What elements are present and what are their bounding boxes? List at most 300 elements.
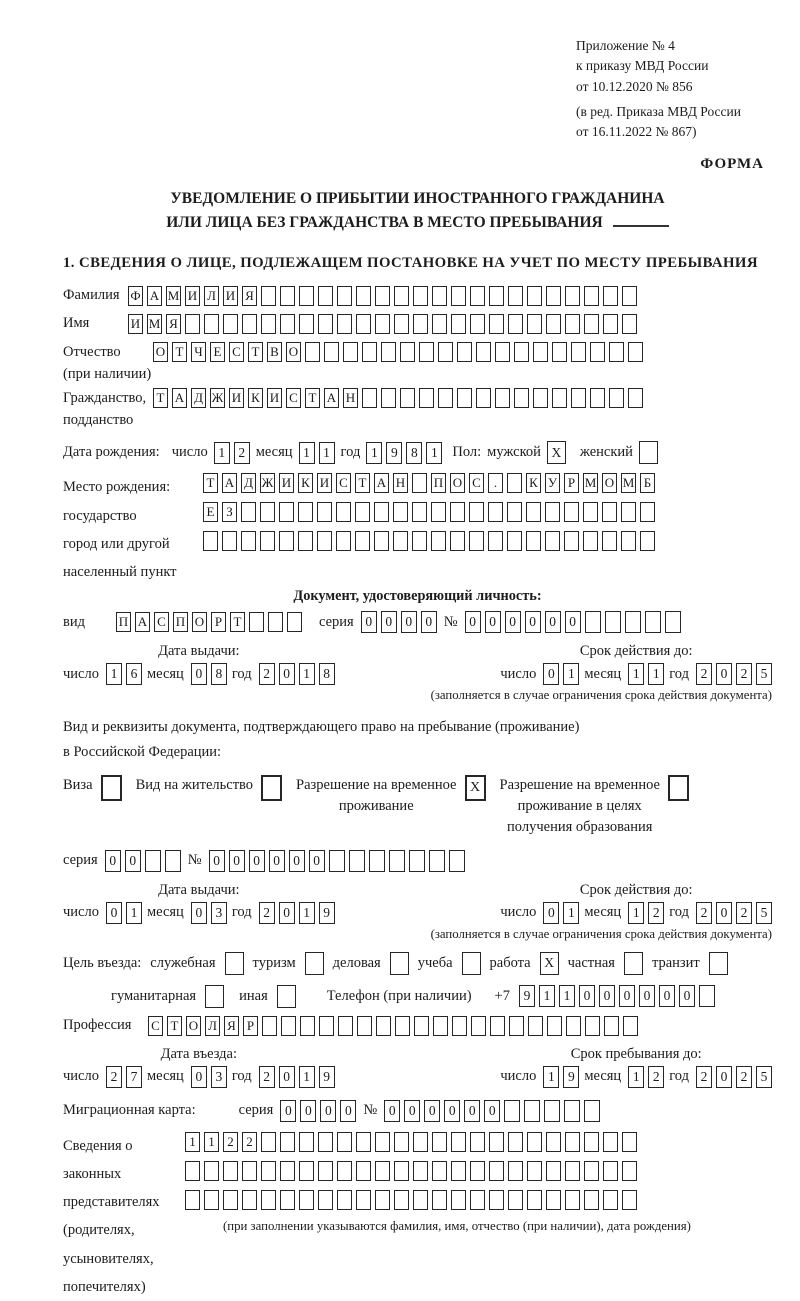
char-box[interactable] — [260, 531, 275, 551]
char-box[interactable]: 1 — [628, 902, 644, 924]
char-box[interactable] — [489, 1190, 504, 1210]
char-box[interactable]: С — [286, 388, 301, 408]
char-box[interactable]: 2 — [648, 1066, 664, 1088]
char-box[interactable] — [603, 286, 618, 306]
char-box[interactable]: О — [450, 473, 465, 493]
char-box[interactable]: 1 — [299, 442, 315, 464]
char-box[interactable] — [279, 502, 294, 522]
char-box[interactable]: М — [621, 473, 636, 493]
char-box[interactable]: 0 — [125, 850, 141, 872]
char-box[interactable]: Т — [167, 1016, 182, 1036]
char-box[interactable]: М — [166, 286, 181, 306]
char-box[interactable] — [451, 1161, 466, 1181]
char-box[interactable] — [374, 531, 389, 551]
char-box[interactable]: А — [147, 286, 162, 306]
sex-male-checkbox[interactable]: X — [547, 441, 566, 464]
char-box[interactable]: 0 — [525, 611, 541, 633]
char-box[interactable]: 0 — [279, 902, 295, 924]
char-box[interactable] — [495, 342, 510, 362]
char-box[interactable] — [242, 314, 257, 334]
char-box[interactable]: 0 — [191, 1066, 207, 1088]
char-box[interactable] — [381, 342, 396, 362]
char-box[interactable]: 5 — [756, 1066, 772, 1088]
char-box[interactable]: Н — [343, 388, 358, 408]
char-box[interactable] — [527, 314, 542, 334]
char-box[interactable] — [223, 314, 238, 334]
char-box[interactable]: 9 — [319, 1066, 335, 1088]
char-box[interactable]: Д — [191, 388, 206, 408]
char-box[interactable] — [583, 531, 598, 551]
char-box[interactable]: К — [298, 473, 313, 493]
char-box[interactable] — [438, 342, 453, 362]
char-box[interactable] — [489, 1132, 504, 1152]
char-box[interactable] — [623, 1016, 638, 1036]
char-box[interactable] — [565, 1132, 580, 1152]
char-box[interactable]: Т — [172, 342, 187, 362]
char-box[interactable]: Т — [248, 342, 263, 362]
char-box[interactable] — [242, 1161, 257, 1181]
char-box[interactable]: 1 — [366, 442, 382, 464]
char-box[interactable]: Е — [210, 342, 225, 362]
char-box[interactable] — [514, 342, 529, 362]
char-box[interactable] — [287, 612, 302, 632]
char-box[interactable] — [585, 611, 601, 633]
char-box[interactable] — [165, 850, 181, 872]
char-box[interactable] — [356, 314, 371, 334]
char-box[interactable]: 1 — [543, 1066, 559, 1088]
char-box[interactable]: 0 — [485, 611, 501, 633]
char-box[interactable] — [546, 1190, 561, 1210]
char-box[interactable] — [564, 531, 579, 551]
char-box[interactable] — [552, 342, 567, 362]
char-box[interactable] — [429, 850, 445, 872]
char-box[interactable] — [204, 1161, 219, 1181]
char-box[interactable]: 1 — [319, 442, 335, 464]
char-box[interactable]: 0 — [191, 902, 207, 924]
char-box[interactable] — [508, 314, 523, 334]
char-box[interactable]: 0 — [249, 850, 265, 872]
purpose-rabota-checkbox[interactable]: X — [540, 952, 559, 975]
temporary-residence-checkbox[interactable]: X — [465, 775, 486, 801]
char-box[interactable] — [419, 342, 434, 362]
char-box[interactable]: 0 — [545, 611, 561, 633]
char-box[interactable] — [457, 342, 472, 362]
char-box[interactable]: 0 — [421, 611, 437, 633]
char-box[interactable]: Я — [242, 286, 257, 306]
char-box[interactable] — [299, 1190, 314, 1210]
char-box[interactable] — [394, 314, 409, 334]
char-box[interactable]: 0 — [229, 850, 245, 872]
char-box[interactable]: 2 — [696, 1066, 712, 1088]
char-box[interactable]: 0 — [464, 1100, 480, 1122]
char-box[interactable] — [299, 314, 314, 334]
char-box[interactable] — [299, 1132, 314, 1152]
char-box[interactable]: 0 — [309, 850, 325, 872]
char-box[interactable]: Н — [393, 473, 408, 493]
char-box[interactable]: К — [526, 473, 541, 493]
char-box[interactable]: 1 — [299, 1066, 315, 1088]
char-box[interactable]: П — [116, 612, 131, 632]
char-box[interactable] — [514, 388, 529, 408]
char-box[interactable] — [603, 314, 618, 334]
char-box[interactable] — [469, 502, 484, 522]
char-box[interactable] — [457, 388, 472, 408]
temporary-residence-education-checkbox[interactable] — [668, 775, 689, 801]
char-box[interactable] — [449, 850, 465, 872]
char-box[interactable] — [489, 314, 504, 334]
char-box[interactable]: 0 — [716, 663, 732, 685]
char-box[interactable] — [409, 850, 425, 872]
char-box[interactable] — [376, 1016, 391, 1036]
char-box[interactable]: И — [317, 473, 332, 493]
char-box[interactable] — [432, 314, 447, 334]
char-box[interactable]: 9 — [319, 902, 335, 924]
char-box[interactable] — [640, 531, 655, 551]
char-box[interactable] — [603, 1190, 618, 1210]
char-box[interactable] — [241, 502, 256, 522]
char-box[interactable] — [369, 850, 385, 872]
char-box[interactable]: Ф — [128, 286, 143, 306]
char-box[interactable] — [356, 1132, 371, 1152]
char-box[interactable]: 2 — [223, 1132, 238, 1152]
char-box[interactable]: 0 — [340, 1100, 356, 1122]
char-box[interactable] — [355, 502, 370, 522]
char-box[interactable] — [298, 502, 313, 522]
char-box[interactable] — [552, 388, 567, 408]
char-box[interactable]: 2 — [259, 663, 275, 685]
char-box[interactable] — [375, 314, 390, 334]
char-box[interactable]: Л — [204, 286, 219, 306]
char-box[interactable]: 5 — [756, 902, 772, 924]
char-box[interactable] — [185, 1190, 200, 1210]
char-box[interactable]: С — [154, 612, 169, 632]
char-box[interactable] — [413, 314, 428, 334]
char-box[interactable] — [488, 531, 503, 551]
char-box[interactable] — [604, 1016, 619, 1036]
char-box[interactable] — [585, 1016, 600, 1036]
char-box[interactable]: 0 — [404, 1100, 420, 1122]
char-box[interactable] — [343, 342, 358, 362]
char-box[interactable]: 1 — [563, 902, 579, 924]
char-box[interactable] — [375, 286, 390, 306]
char-box[interactable] — [338, 1016, 353, 1036]
char-box[interactable] — [584, 314, 599, 334]
char-box[interactable]: . — [488, 473, 503, 493]
char-box[interactable] — [584, 1190, 599, 1210]
purpose-ucheba-checkbox[interactable] — [462, 952, 481, 975]
char-box[interactable] — [145, 850, 161, 872]
char-box[interactable] — [280, 1190, 295, 1210]
char-box[interactable] — [565, 1161, 580, 1181]
char-box[interactable]: М — [147, 314, 162, 334]
char-box[interactable]: 0 — [279, 663, 295, 685]
char-box[interactable] — [185, 1161, 200, 1181]
char-box[interactable]: У — [545, 473, 560, 493]
char-box[interactable] — [665, 611, 681, 633]
char-box[interactable] — [590, 342, 605, 362]
char-box[interactable]: 1 — [204, 1132, 219, 1152]
char-box[interactable] — [299, 1161, 314, 1181]
char-box[interactable] — [393, 531, 408, 551]
char-box[interactable] — [628, 342, 643, 362]
purpose-chastnaya-checkbox[interactable] — [624, 952, 643, 975]
char-box[interactable]: 2 — [696, 663, 712, 685]
char-box[interactable] — [414, 1016, 429, 1036]
char-box[interactable] — [336, 502, 351, 522]
char-box[interactable]: И — [279, 473, 294, 493]
char-box[interactable] — [280, 1132, 295, 1152]
char-box[interactable] — [432, 1161, 447, 1181]
purpose-turizm-checkbox[interactable] — [305, 952, 324, 975]
char-box[interactable] — [375, 1190, 390, 1210]
char-box[interactable]: 1 — [126, 902, 142, 924]
char-box[interactable]: Т — [230, 612, 245, 632]
char-box[interactable]: 1 — [648, 663, 664, 685]
char-box[interactable] — [357, 1016, 372, 1036]
char-box[interactable] — [412, 473, 427, 493]
char-box[interactable]: 2 — [259, 902, 275, 924]
char-box[interactable] — [337, 314, 352, 334]
char-box[interactable] — [564, 502, 579, 522]
char-box[interactable] — [261, 314, 276, 334]
char-box[interactable]: 0 — [444, 1100, 460, 1122]
char-box[interactable]: 9 — [563, 1066, 579, 1088]
char-box[interactable]: Ж — [210, 388, 225, 408]
purpose-tranzit-checkbox[interactable] — [709, 952, 728, 975]
char-box[interactable] — [546, 314, 561, 334]
char-box[interactable]: Т — [305, 388, 320, 408]
char-box[interactable]: 0 — [280, 1100, 296, 1122]
char-box[interactable] — [546, 286, 561, 306]
char-box[interactable] — [545, 502, 560, 522]
char-box[interactable] — [261, 1190, 276, 1210]
char-box[interactable] — [374, 502, 389, 522]
char-box[interactable] — [628, 388, 643, 408]
char-box[interactable] — [509, 1016, 524, 1036]
char-box[interactable] — [527, 1161, 542, 1181]
char-box[interactable] — [565, 1190, 580, 1210]
char-box[interactable] — [622, 286, 637, 306]
char-box[interactable]: М — [583, 473, 598, 493]
char-box[interactable] — [451, 1190, 466, 1210]
char-box[interactable] — [470, 1132, 485, 1152]
char-box[interactable] — [565, 314, 580, 334]
char-box[interactable]: 8 — [406, 442, 422, 464]
char-box[interactable] — [527, 286, 542, 306]
char-box[interactable] — [504, 1100, 520, 1122]
char-box[interactable] — [185, 314, 200, 334]
char-box[interactable] — [305, 342, 320, 362]
char-box[interactable] — [280, 1161, 295, 1181]
char-box[interactable] — [603, 1161, 618, 1181]
purpose-delovaya-checkbox[interactable] — [390, 952, 409, 975]
char-box[interactable]: 0 — [579, 985, 595, 1007]
char-box[interactable] — [547, 1016, 562, 1036]
char-box[interactable] — [490, 1016, 505, 1036]
char-box[interactable]: 0 — [209, 850, 225, 872]
char-box[interactable] — [602, 531, 617, 551]
char-box[interactable]: И — [229, 388, 244, 408]
char-box[interactable] — [564, 1100, 580, 1122]
char-box[interactable] — [261, 286, 276, 306]
char-box[interactable] — [528, 1016, 543, 1036]
char-box[interactable]: 8 — [211, 663, 227, 685]
char-box[interactable] — [450, 531, 465, 551]
char-box[interactable] — [223, 1161, 238, 1181]
char-box[interactable]: Т — [153, 388, 168, 408]
char-box[interactable] — [565, 286, 580, 306]
char-box[interactable]: 7 — [126, 1066, 142, 1088]
char-box[interactable]: 1 — [628, 1066, 644, 1088]
char-box[interactable] — [375, 1132, 390, 1152]
char-box[interactable] — [222, 531, 237, 551]
char-box[interactable] — [262, 1016, 277, 1036]
char-box[interactable] — [489, 1161, 504, 1181]
char-box[interactable] — [609, 342, 624, 362]
char-box[interactable] — [433, 1016, 448, 1036]
char-box[interactable] — [317, 502, 332, 522]
char-box[interactable] — [476, 342, 491, 362]
char-box[interactable] — [318, 1132, 333, 1152]
char-box[interactable] — [640, 502, 655, 522]
char-box[interactable]: И — [185, 286, 200, 306]
char-box[interactable] — [375, 1161, 390, 1181]
char-box[interactable]: 1 — [106, 663, 122, 685]
char-box[interactable]: 0 — [384, 1100, 400, 1122]
char-box[interactable]: 0 — [565, 611, 581, 633]
char-box[interactable]: Р — [243, 1016, 258, 1036]
char-box[interactable] — [336, 531, 351, 551]
sex-female-checkbox[interactable] — [639, 441, 658, 464]
char-box[interactable] — [337, 286, 352, 306]
char-box[interactable] — [261, 1161, 276, 1181]
char-box[interactable] — [318, 1190, 333, 1210]
char-box[interactable] — [584, 286, 599, 306]
char-box[interactable] — [571, 388, 586, 408]
char-box[interactable] — [413, 1132, 428, 1152]
char-box[interactable]: И — [223, 286, 238, 306]
char-box[interactable] — [261, 1132, 276, 1152]
char-box[interactable] — [318, 286, 333, 306]
char-box[interactable] — [602, 502, 617, 522]
char-box[interactable]: Ж — [260, 473, 275, 493]
char-box[interactable] — [524, 1100, 540, 1122]
char-box[interactable]: 0 — [679, 985, 695, 1007]
char-box[interactable] — [488, 502, 503, 522]
char-box[interactable] — [394, 1132, 409, 1152]
char-box[interactable] — [545, 531, 560, 551]
char-box[interactable] — [470, 314, 485, 334]
char-box[interactable]: 0 — [716, 902, 732, 924]
char-box[interactable]: Ч — [191, 342, 206, 362]
char-box[interactable] — [584, 1132, 599, 1152]
char-box[interactable]: 2 — [259, 1066, 275, 1088]
char-box[interactable] — [324, 342, 339, 362]
char-box[interactable] — [400, 388, 415, 408]
char-box[interactable] — [584, 1100, 600, 1122]
char-box[interactable]: 1 — [628, 663, 644, 685]
char-box[interactable] — [431, 502, 446, 522]
char-box[interactable]: 2 — [242, 1132, 257, 1152]
char-box[interactable]: С — [469, 473, 484, 493]
char-box[interactable] — [450, 502, 465, 522]
char-box[interactable] — [507, 473, 522, 493]
char-box[interactable] — [622, 1161, 637, 1181]
char-box[interactable] — [571, 342, 586, 362]
char-box[interactable] — [318, 1161, 333, 1181]
char-box[interactable] — [337, 1161, 352, 1181]
char-box[interactable] — [413, 1161, 428, 1181]
char-box[interactable]: 0 — [279, 1066, 295, 1088]
char-box[interactable] — [349, 850, 365, 872]
char-box[interactable]: 1 — [214, 442, 230, 464]
char-box[interactable] — [394, 286, 409, 306]
char-box[interactable]: 0 — [269, 850, 285, 872]
char-box[interactable] — [280, 286, 295, 306]
char-box[interactable] — [470, 1190, 485, 1210]
char-box[interactable] — [362, 342, 377, 362]
char-box[interactable]: О — [192, 612, 207, 632]
char-box[interactable]: А — [172, 388, 187, 408]
char-box[interactable]: 0 — [599, 985, 615, 1007]
char-box[interactable] — [451, 314, 466, 334]
char-box[interactable] — [400, 342, 415, 362]
char-box[interactable] — [526, 502, 541, 522]
char-box[interactable] — [451, 1132, 466, 1152]
char-box[interactable]: 0 — [361, 611, 377, 633]
char-box[interactable] — [431, 531, 446, 551]
char-box[interactable]: 1 — [299, 663, 315, 685]
purpose-gumanitarnaya-checkbox[interactable] — [205, 985, 224, 1008]
char-box[interactable] — [622, 314, 637, 334]
char-box[interactable] — [337, 1190, 352, 1210]
char-box[interactable]: К — [248, 388, 263, 408]
char-box[interactable] — [603, 1132, 618, 1152]
char-box[interactable] — [204, 1190, 219, 1210]
char-box[interactable]: А — [222, 473, 237, 493]
char-box[interactable] — [317, 531, 332, 551]
char-box[interactable]: 0 — [381, 611, 397, 633]
char-box[interactable] — [590, 388, 605, 408]
char-box[interactable]: 2 — [234, 442, 250, 464]
char-box[interactable] — [645, 611, 661, 633]
char-box[interactable] — [470, 1161, 485, 1181]
char-box[interactable]: 0 — [105, 850, 121, 872]
char-box[interactable]: Я — [224, 1016, 239, 1036]
char-box[interactable] — [318, 314, 333, 334]
char-box[interactable] — [413, 1190, 428, 1210]
char-box[interactable] — [438, 388, 453, 408]
char-box[interactable] — [583, 502, 598, 522]
char-box[interactable]: И — [128, 314, 143, 334]
char-box[interactable]: 2 — [696, 902, 712, 924]
char-box[interactable] — [337, 1132, 352, 1152]
char-box[interactable] — [533, 388, 548, 408]
char-box[interactable]: О — [186, 1016, 201, 1036]
char-box[interactable] — [605, 611, 621, 633]
char-box[interactable] — [609, 388, 624, 408]
char-box[interactable] — [395, 1016, 410, 1036]
char-box[interactable]: 2 — [106, 1066, 122, 1088]
char-box[interactable] — [356, 1190, 371, 1210]
char-box[interactable]: Л — [205, 1016, 220, 1036]
char-box[interactable]: 0 — [619, 985, 635, 1007]
char-box[interactable]: 3 — [211, 1066, 227, 1088]
char-box[interactable] — [329, 850, 345, 872]
char-box[interactable]: 6 — [126, 663, 142, 685]
char-box[interactable] — [507, 502, 522, 522]
char-box[interactable]: Я — [166, 314, 181, 334]
